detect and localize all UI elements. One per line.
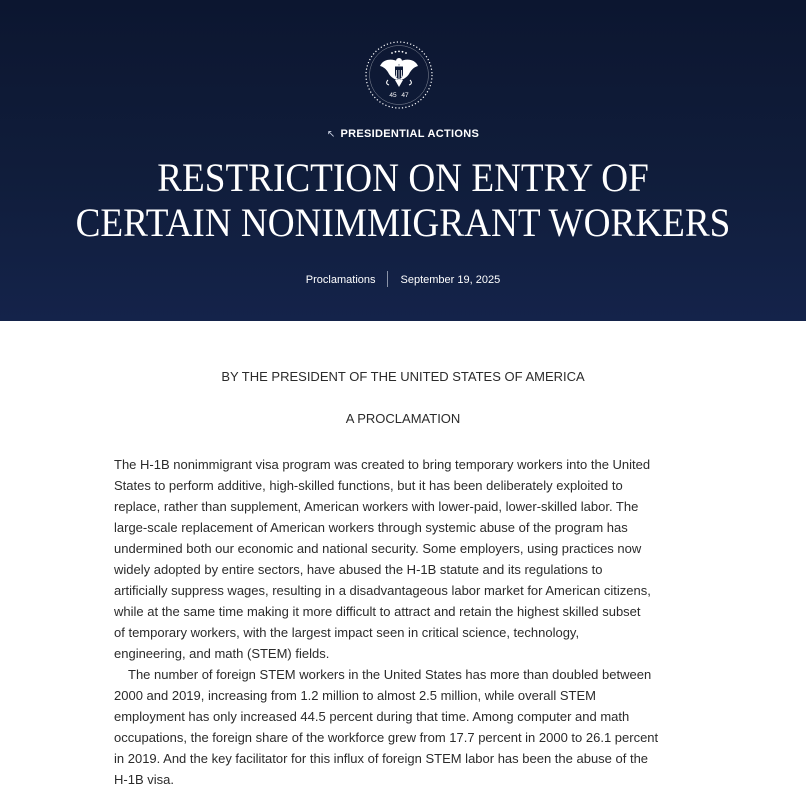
paragraph-line: artificially suppress wages, resulting in a disadvantageous labor market for American citizens, bbox=[114, 583, 651, 598]
paragraph-line: States to perform additive, high-skilled functions, but it has been deliberately exploited to bbox=[114, 478, 623, 493]
paragraph-line: 2000 and 2019, increasing from 1.2 million to almost 2.5 million, while overall STEM bbox=[114, 688, 596, 703]
paragraph-line: replace, rather than supplement, American workers with lower-paid, lower-skilled labor. The bbox=[114, 499, 639, 514]
page-title bbox=[28, 155, 778, 245]
article-body bbox=[114, 454, 694, 790]
paragraph-line: engineering, and math (STEM) fields. bbox=[114, 646, 330, 661]
proclamation-byline: BY THE PRESIDENT OF THE UNITED STATES OF AMERICA bbox=[221, 369, 585, 384]
kicker-label: PRESIDENTIAL ACTIONS bbox=[340, 128, 480, 140]
page-header bbox=[0, 0, 806, 321]
arrow-up-left-icon: ↖ bbox=[326, 129, 336, 140]
paragraph-line: H-1B visa. bbox=[114, 772, 174, 787]
paragraph-line: The H-1B nonimmigrant visa program was created to bring temporary workers into the United bbox=[114, 457, 651, 472]
paragraph-line: while at the same time making it more difficult to attract and retain the highest skilled subset bbox=[114, 604, 641, 619]
paragraph-line: undermined both our economic and national security. Some employers, using practices now bbox=[114, 541, 642, 556]
presidential-seal-icon bbox=[364, 40, 434, 110]
article-meta bbox=[0, 274, 806, 287]
paragraph-line: of temporary workers, with the largest impact seen in critical science, technology, bbox=[114, 625, 580, 640]
title-line: RESTRICTION ON ENTRY OF bbox=[157, 155, 649, 200]
title-line: CERTAIN NONIMMIGRANT WORKERS bbox=[75, 200, 731, 245]
paragraph-line: employment has only increased 44.5 percent during that time. Among computer and math bbox=[114, 709, 630, 724]
seal-number: 47 bbox=[401, 92, 409, 99]
seal-number: 45 bbox=[389, 92, 397, 99]
paragraph-line: large-scale replacement of American workers through systemic abuse of the program has bbox=[114, 520, 628, 535]
paragraph-line: in 2019. And the key facilitator for this influx of foreign STEM labor has been the abuse of the bbox=[114, 751, 649, 766]
paragraph-line: widely adopted by entire sectors, have abused the H-1B statute and its regulations to bbox=[114, 562, 603, 577]
publish-date: September 19, 2025 bbox=[400, 274, 501, 287]
paragraph-line: The number of foreign STEM workers in the United States has more than doubled between bbox=[128, 667, 652, 682]
category-kicker[interactable] bbox=[0, 128, 806, 140]
proclamation-heading: A PROCLAMATION bbox=[345, 411, 461, 426]
category-link[interactable]: Proclamations bbox=[305, 274, 376, 287]
paragraph-line: occupations, the foreign share of the workforce grew from 17.7 percent in 2000 to 26.1 percent bbox=[114, 730, 659, 745]
